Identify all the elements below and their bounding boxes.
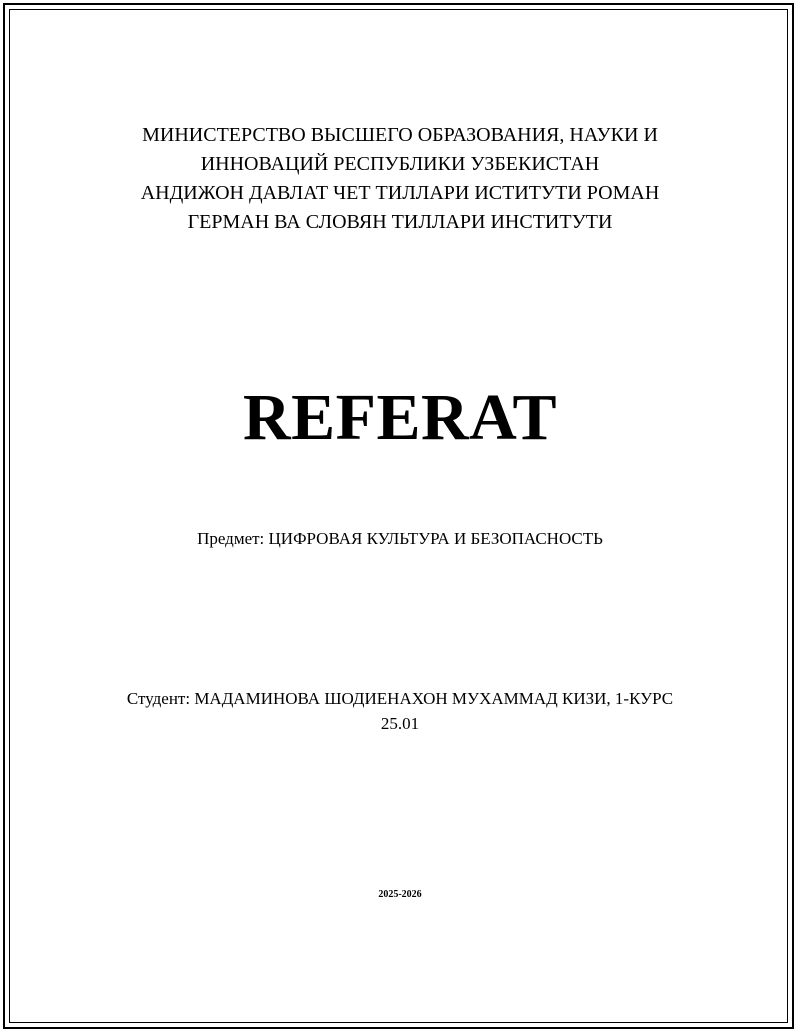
header-line-1: МИНИСТЕРСТВО ВЫСШЕГО ОБРАЗОВАНИЯ, НАУКИ И bbox=[142, 124, 658, 146]
student-line: Студент: МАДАМИНОВА ШОДИЕНАХОН МУХАММАД КИЗИ, 1-КУРС 25.01 bbox=[126, 689, 674, 733]
academic-year: 2025-2026 bbox=[378, 889, 422, 900]
header-line-2: ИННОВАЦИЙ РЕСПУБЛИКИ УЗБЕКИСТАН bbox=[200, 153, 600, 175]
header-line-3: АНДИЖОН ДАВЛАТ ЧЕТ ТИЛЛАРИ ИСТИТУТИ РОМАН bbox=[140, 182, 660, 204]
document-title: REFERAT bbox=[243, 381, 557, 454]
header-line-4: ГЕРМАН ВА СЛОВЯН ТИЛЛАРИ ИНСТИТУТИ bbox=[187, 211, 613, 233]
institution-header bbox=[0, 121, 800, 237]
subject-line: Предмет: ЦИФРОВАЯ КУЛЬТУРА И БЕЗОПАСНОСТЬ bbox=[197, 529, 603, 548]
